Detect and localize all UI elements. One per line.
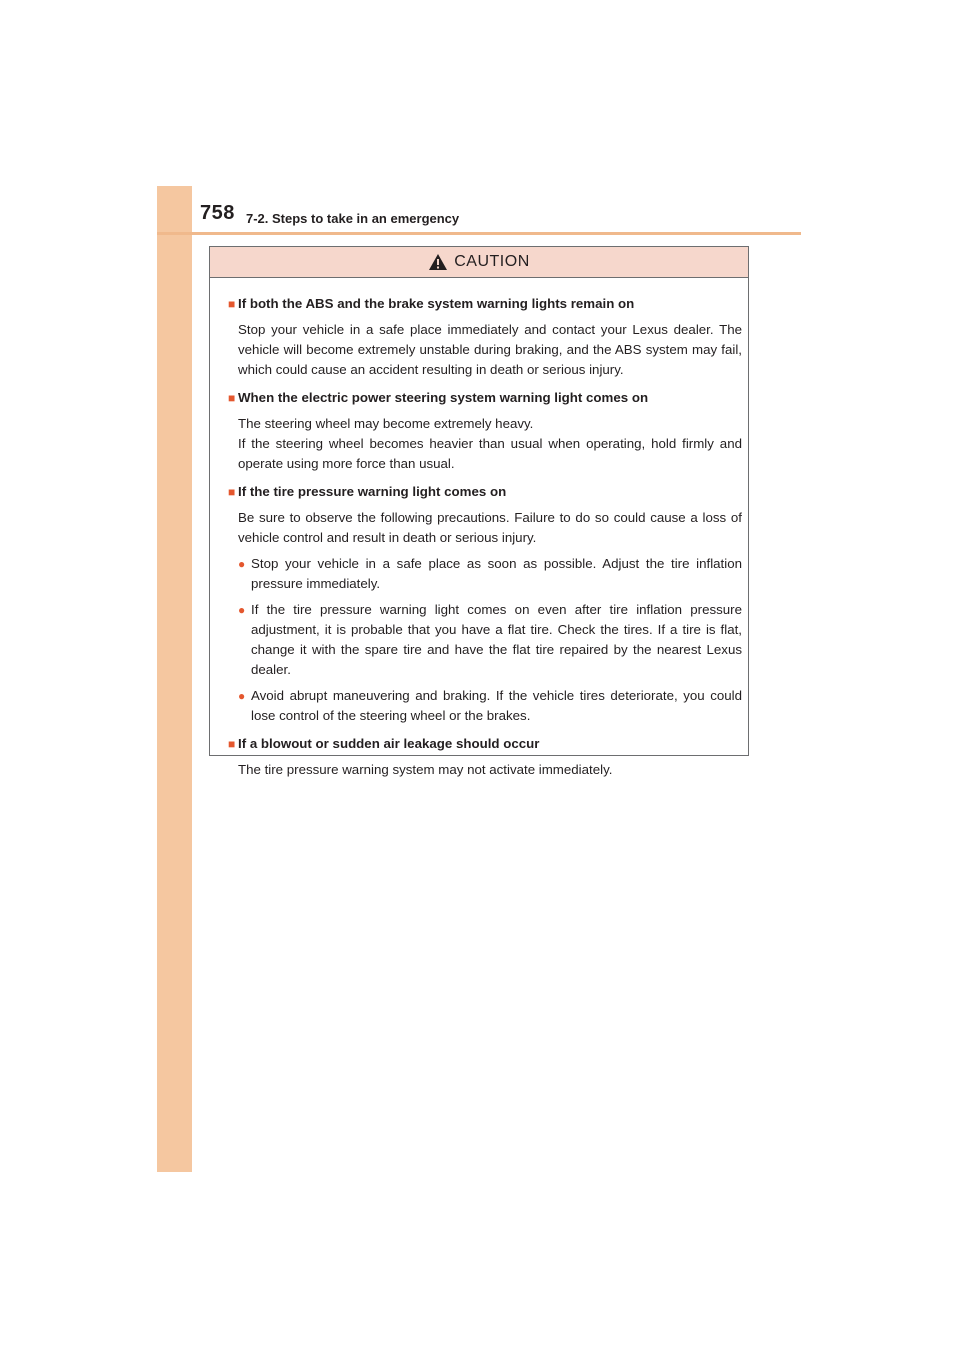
chapter-side-tab	[157, 186, 192, 1172]
caution-item-heading: ■ When the electric power steering system warning light comes on	[228, 388, 742, 408]
caution-item-text: The tire pressure warning system may not activate immediately.	[238, 762, 613, 777]
precaution-list	[228, 554, 742, 726]
circle-bullet-icon: ●	[238, 557, 246, 571]
header-rule	[157, 232, 801, 235]
square-bullet-icon: ■	[228, 737, 236, 751]
caution-item-text: Be sure to observe the following precautions. Failure to do so could cause a loss of vehicle control and result in death or serious injury.	[238, 510, 742, 545]
caution-box	[209, 246, 749, 777]
square-bullet-icon: ■	[228, 297, 236, 311]
caution-item-text: The steering wheel may become extremely heavy. If the steering wheel becomes heavier than usual when operating, hold firmly and operate using more force than usual.	[238, 416, 742, 471]
square-bullet-icon: ■	[228, 391, 236, 405]
caution-body	[210, 278, 748, 780]
square-bullet-icon: ■	[228, 485, 236, 499]
warning-triangle-icon	[428, 253, 448, 271]
list-item: ● Avoid abrupt maneuvering and braking. If the vehicle tires deteriorate, you could lose control of the steering wheel or the brakes.	[228, 686, 742, 726]
caution-item-heading: ■ If both the ABS and the brake system warning lights remain on	[228, 294, 742, 314]
caution-item-abs	[228, 294, 742, 380]
circle-bullet-icon: ●	[238, 689, 246, 703]
caution-item-blowout	[228, 734, 742, 780]
circle-bullet-icon: ●	[238, 603, 246, 617]
list-item: ● If the tire pressure warning light comes on even after tire inflation pressure adjustment, it is probable that you have a flat tire. Check the tires. If a tire is flat, change it with the spare tire and have the flat tire repaired by the nearest Lexus dealer.	[228, 600, 742, 680]
caution-label: CAUTION	[454, 253, 530, 270]
caution-item-tire-pressure	[228, 482, 742, 726]
section-title: 7-2. Steps to take in an emergency	[246, 211, 460, 226]
caution-item-heading: ■ If the tire pressure warning light comes on	[228, 482, 742, 502]
caution-item-text: Stop your vehicle in a safe place immediately and contact your Lexus dealer. The vehicle will become extremely unstable during braking, and the ABS system may fail, which could cause an accident resulting in death or serious injury.	[238, 322, 742, 377]
list-item: ● Stop your vehicle in a safe place as soon as possible. Adjust the tire inflation pressure immediately.	[228, 554, 742, 594]
caution-item-power-steering	[228, 388, 742, 474]
caution-header	[210, 247, 748, 278]
caution-item-heading: ■ If a blowout or sudden air leakage should occur	[228, 734, 742, 754]
page-number: 758	[200, 202, 235, 224]
